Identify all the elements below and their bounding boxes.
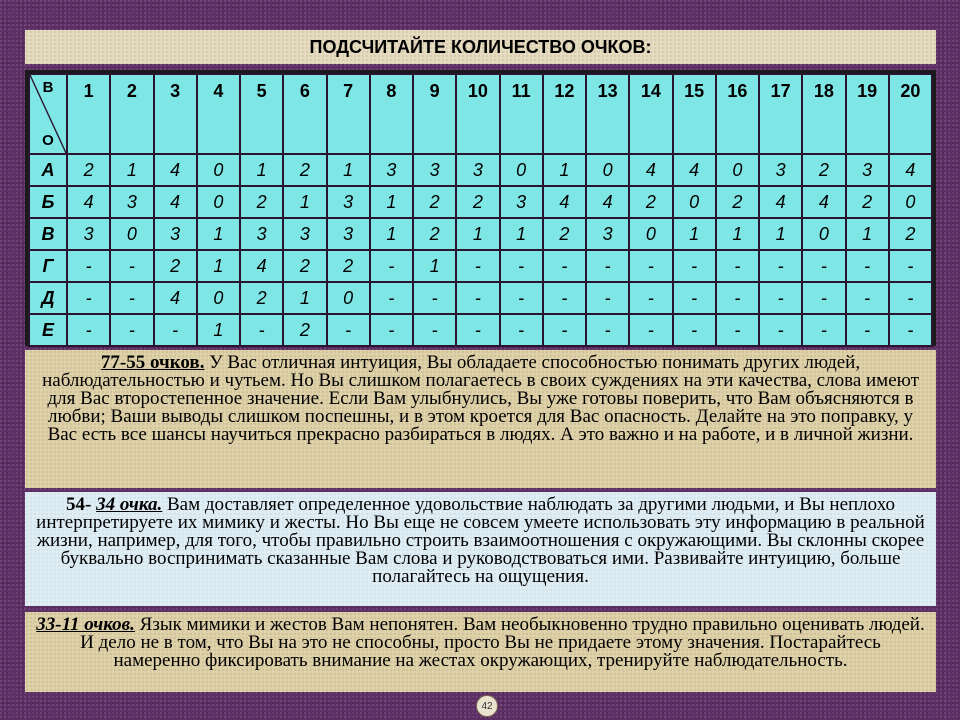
corner-label-question: В bbox=[42, 79, 54, 96]
column-header: 3 bbox=[154, 74, 197, 154]
score-cell: - bbox=[413, 282, 456, 314]
score-cell: 3 bbox=[67, 218, 110, 250]
table-row bbox=[29, 250, 932, 282]
result-text: У Вас отличная интуиция, Вы обладаете способностью понимать других людей, наблюдательностью и чутьем. Но Вы слишком полагаетесь в своих суждениях на эти качества, слова имеют для Вас второстепенное значение. Если Вам улыбнулись, Вы уже готовы поверить, что Вам объясняются в любви; Ваши выводы слишком поспешны, и в этом кроется для Вас опасность. Делайте на это поправку, у Вас есть все шансы научиться прекрасно разбираться в людях. А это важно и на работе, и в личной жизни. bbox=[42, 352, 919, 445]
score-cell: 1 bbox=[413, 250, 456, 282]
column-header: 15 bbox=[673, 74, 716, 154]
score-cell: - bbox=[802, 282, 845, 314]
result-range: 77-55 очков. bbox=[100, 352, 205, 373]
row-label: Е bbox=[29, 314, 67, 346]
column-header: 19 bbox=[846, 74, 889, 154]
score-cell: - bbox=[889, 250, 932, 282]
score-cell: 3 bbox=[413, 154, 456, 186]
column-header: 18 bbox=[802, 74, 845, 154]
column-header: 17 bbox=[759, 74, 802, 154]
score-cell: 3 bbox=[327, 218, 370, 250]
score-cell: - bbox=[154, 314, 197, 346]
score-cell: - bbox=[543, 282, 586, 314]
score-cell: 3 bbox=[154, 218, 197, 250]
score-cell: 2 bbox=[413, 218, 456, 250]
score-cell: 4 bbox=[802, 186, 845, 218]
score-cell: 1 bbox=[370, 218, 413, 250]
score-cell: 4 bbox=[759, 186, 802, 218]
score-cell: 1 bbox=[197, 314, 240, 346]
score-cell: 1 bbox=[197, 250, 240, 282]
score-cell: - bbox=[500, 314, 543, 346]
score-cell: 2 bbox=[283, 314, 326, 346]
score-cell: - bbox=[456, 282, 499, 314]
score-cell: 2 bbox=[543, 218, 586, 250]
corner-cell bbox=[29, 74, 67, 154]
result-range-prefix: 54- bbox=[66, 494, 97, 515]
column-header: 5 bbox=[240, 74, 283, 154]
result-54-34 bbox=[25, 492, 936, 606]
column-header: 14 bbox=[629, 74, 672, 154]
result-range: 33-11 очков. bbox=[36, 614, 135, 635]
score-cell: - bbox=[456, 250, 499, 282]
result-range-italic: 34 очка. bbox=[96, 494, 163, 515]
score-cell: - bbox=[802, 314, 845, 346]
score-cell: - bbox=[110, 282, 153, 314]
score-cell: 3 bbox=[846, 154, 889, 186]
column-header: 16 bbox=[716, 74, 759, 154]
score-cell: - bbox=[716, 314, 759, 346]
page-number: 42 bbox=[481, 700, 493, 712]
score-cell: 2 bbox=[846, 186, 889, 218]
score-cell: - bbox=[802, 250, 845, 282]
score-cell: - bbox=[500, 250, 543, 282]
score-cell: 2 bbox=[154, 250, 197, 282]
score-cell: 3 bbox=[759, 154, 802, 186]
result-text: Вам доставляет определенное удовольствие наблюдать за другими людьми, и Вы неплохо интерпретируете их мимику и жесты. Но Вы еще не совсем умеете использовать эту информацию в реальной жизни, например, для того, чтобы правильно строить взаимоотношения с окружающими. Вы склонны скорее буквально воспринимать сказанные Вам слова и руководствоваться ими. Развивайте интуицию, больше полагайтесь на ощущения. bbox=[36, 494, 925, 587]
score-cell: 4 bbox=[629, 154, 672, 186]
score-cell: 2 bbox=[283, 154, 326, 186]
score-cell: - bbox=[370, 314, 413, 346]
row-label: Д bbox=[29, 282, 67, 314]
score-cell: - bbox=[586, 250, 629, 282]
score-cell: - bbox=[759, 282, 802, 314]
score-cell: 1 bbox=[500, 218, 543, 250]
column-header: 10 bbox=[456, 74, 499, 154]
table-row bbox=[29, 186, 932, 218]
column-header: 6 bbox=[283, 74, 326, 154]
score-cell: 1 bbox=[327, 154, 370, 186]
table-row bbox=[29, 282, 932, 314]
table-row bbox=[29, 218, 932, 250]
score-cell: 2 bbox=[327, 250, 370, 282]
score-cell: - bbox=[586, 282, 629, 314]
score-cell: - bbox=[716, 282, 759, 314]
score-table bbox=[28, 73, 933, 347]
score-cell: 4 bbox=[67, 186, 110, 218]
score-cell: 4 bbox=[154, 186, 197, 218]
result-77-55 bbox=[25, 350, 936, 488]
row-label: Г bbox=[29, 250, 67, 282]
table-row bbox=[29, 314, 932, 346]
table-header-row bbox=[29, 74, 932, 154]
score-cell: - bbox=[327, 314, 370, 346]
score-cell: 2 bbox=[67, 154, 110, 186]
score-cell: 0 bbox=[673, 186, 716, 218]
score-cell: - bbox=[67, 282, 110, 314]
score-cell: 3 bbox=[283, 218, 326, 250]
score-cell: 4 bbox=[154, 282, 197, 314]
row-label: А bbox=[29, 154, 67, 186]
score-cell: - bbox=[370, 250, 413, 282]
column-header: 2 bbox=[110, 74, 153, 154]
score-cell: - bbox=[586, 314, 629, 346]
score-cell: - bbox=[629, 282, 672, 314]
score-cell: - bbox=[543, 250, 586, 282]
score-cell: 4 bbox=[673, 154, 716, 186]
score-cell: 3 bbox=[110, 186, 153, 218]
score-cell: 1 bbox=[110, 154, 153, 186]
score-cell: 3 bbox=[586, 218, 629, 250]
score-cell: 3 bbox=[370, 154, 413, 186]
score-cell: - bbox=[759, 250, 802, 282]
score-cell: 2 bbox=[716, 186, 759, 218]
title-bar bbox=[25, 30, 936, 64]
score-cell: 0 bbox=[110, 218, 153, 250]
score-cell: 0 bbox=[802, 218, 845, 250]
row-label: В bbox=[29, 218, 67, 250]
score-cell: 2 bbox=[629, 186, 672, 218]
score-cell: 4 bbox=[240, 250, 283, 282]
column-header: 20 bbox=[889, 74, 932, 154]
corner-label-answer: О bbox=[42, 132, 54, 149]
score-table-container bbox=[25, 70, 936, 346]
score-cell: - bbox=[67, 314, 110, 346]
score-cell: 2 bbox=[413, 186, 456, 218]
score-cell: 1 bbox=[197, 218, 240, 250]
column-header: 7 bbox=[327, 74, 370, 154]
result-33-11 bbox=[25, 612, 936, 692]
score-cell: 2 bbox=[802, 154, 845, 186]
score-cell: 3 bbox=[327, 186, 370, 218]
score-cell: - bbox=[110, 314, 153, 346]
score-cell: - bbox=[110, 250, 153, 282]
score-cell: - bbox=[673, 282, 716, 314]
column-header: 13 bbox=[586, 74, 629, 154]
score-cell: - bbox=[500, 282, 543, 314]
score-cell: - bbox=[543, 314, 586, 346]
row-label: Б bbox=[29, 186, 67, 218]
score-cell: 0 bbox=[197, 282, 240, 314]
score-cell: 4 bbox=[543, 186, 586, 218]
column-header: 11 bbox=[500, 74, 543, 154]
score-cell: - bbox=[846, 314, 889, 346]
score-cell: - bbox=[67, 250, 110, 282]
score-cell: 1 bbox=[673, 218, 716, 250]
score-cell: - bbox=[759, 314, 802, 346]
score-cell: 0 bbox=[586, 154, 629, 186]
table-row bbox=[29, 154, 932, 186]
score-cell: 4 bbox=[586, 186, 629, 218]
score-cell: 2 bbox=[240, 282, 283, 314]
column-header: 1 bbox=[67, 74, 110, 154]
score-cell: 4 bbox=[154, 154, 197, 186]
score-cell: 0 bbox=[629, 218, 672, 250]
score-cell: - bbox=[846, 250, 889, 282]
column-header: 8 bbox=[370, 74, 413, 154]
score-cell: 3 bbox=[500, 186, 543, 218]
score-cell: - bbox=[673, 250, 716, 282]
score-cell: 1 bbox=[283, 282, 326, 314]
score-cell: 1 bbox=[846, 218, 889, 250]
column-header: 9 bbox=[413, 74, 456, 154]
score-cell: - bbox=[240, 314, 283, 346]
score-cell: 2 bbox=[456, 186, 499, 218]
score-cell: 0 bbox=[500, 154, 543, 186]
column-header: 12 bbox=[543, 74, 586, 154]
score-cell: - bbox=[413, 314, 456, 346]
page-title: ПОДСЧИТАЙТЕ КОЛИЧЕСТВО ОЧКОВ: bbox=[309, 36, 652, 57]
score-cell: 1 bbox=[716, 218, 759, 250]
score-cell: 3 bbox=[240, 218, 283, 250]
score-cell: 2 bbox=[889, 218, 932, 250]
column-header: 4 bbox=[197, 74, 240, 154]
score-cell: - bbox=[629, 250, 672, 282]
score-cell: 0 bbox=[716, 154, 759, 186]
score-cell: 0 bbox=[197, 186, 240, 218]
score-cell: 2 bbox=[283, 250, 326, 282]
score-cell: 1 bbox=[370, 186, 413, 218]
score-cell: 2 bbox=[240, 186, 283, 218]
score-cell: 1 bbox=[283, 186, 326, 218]
score-cell: 1 bbox=[456, 218, 499, 250]
score-cell: 0 bbox=[197, 154, 240, 186]
score-cell: 4 bbox=[889, 154, 932, 186]
score-cell: - bbox=[456, 314, 499, 346]
score-cell: - bbox=[846, 282, 889, 314]
score-cell: - bbox=[889, 314, 932, 346]
score-cell: 0 bbox=[889, 186, 932, 218]
score-cell: - bbox=[673, 314, 716, 346]
score-cell: 3 bbox=[456, 154, 499, 186]
score-cell: 1 bbox=[240, 154, 283, 186]
score-cell: - bbox=[716, 250, 759, 282]
score-cell: - bbox=[889, 282, 932, 314]
result-text: Язык мимики и жестов Вам непонятен. Вам необыкновенно трудно правильно оценивать людей. И дело не в том, что Вы на это не способны, просто Вы не придаете этому значения. Постарайтесь намеренно фиксировать внимание на жестах окружающих, тренируйте наблюдательность. bbox=[80, 614, 925, 671]
score-cell: 1 bbox=[543, 154, 586, 186]
score-cell: - bbox=[629, 314, 672, 346]
score-cell: - bbox=[370, 282, 413, 314]
score-cell: 0 bbox=[327, 282, 370, 314]
score-cell: 1 bbox=[759, 218, 802, 250]
page-number-badge bbox=[476, 695, 498, 717]
